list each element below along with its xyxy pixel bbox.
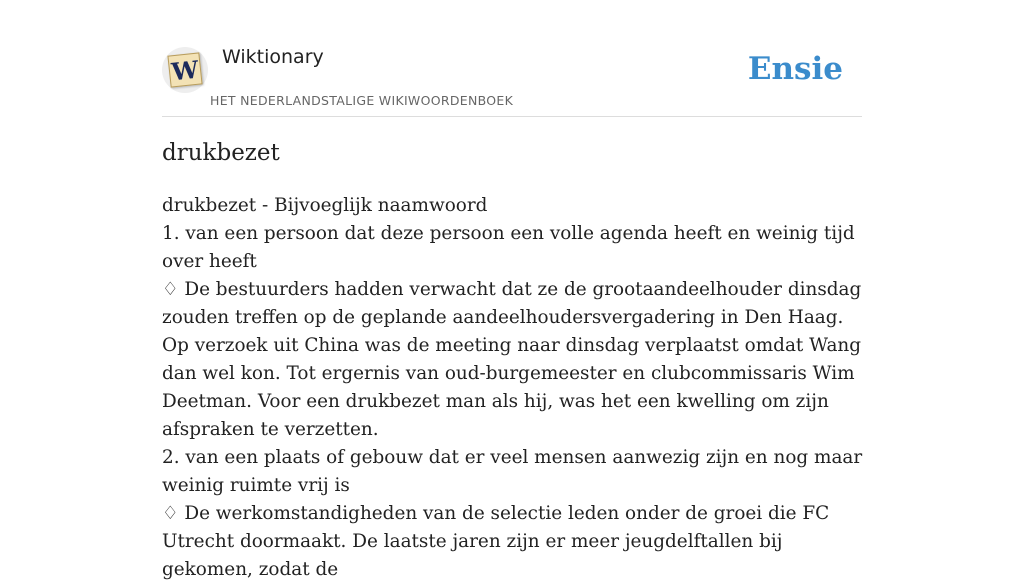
site-header (162, 44, 862, 117)
example-2: ♢ De werkomstandigheden van de selectie leden onder de groei die FC Utrecht doormaakt. De laatste jaren zijn er meer jeugdelftallen bij gekomen, zodat de (162, 503, 830, 580)
entry-content (162, 192, 864, 584)
site-title[interactable]: Wiktionary (222, 46, 324, 68)
ensie-brand-link[interactable]: Ensie (747, 51, 843, 87)
site-subtitle: HET NEDERLANDSTALIGE WIKIWOORDENBOEK (210, 93, 514, 108)
wiktionary-logo-icon: W (167, 52, 202, 87)
page-title: drukbezet (162, 140, 280, 166)
definition-1: 1. van een persoon dat deze persoon een volle agenda heeft en weinig tijd over heeft (162, 223, 855, 272)
example-1: ♢ De bestuurders hadden verwacht dat ze de grootaandeelhouder dinsdag zouden treffen op de geplande aandeelhoudersvergadering in Den Haag. Op verzoek uit China was de meeting naar dinsdag verplaatst omdat Wang dan wel kon. Tot ergernis van oud-burgemeester en clubcommissaris Wim Deetman. Voor een drukbezet man als hij, was het een kwelling om zijn afspraken te verzetten. (162, 279, 862, 440)
wiktionary-logo[interactable] (162, 47, 208, 93)
definition-2: 2. van een plaats of gebouw dat er veel mensen aanwezig zijn en nog maar weinig ruimte vrij is (162, 447, 863, 496)
entry-heading: drukbezet - Bijvoeglijk naamwoord (162, 195, 488, 216)
